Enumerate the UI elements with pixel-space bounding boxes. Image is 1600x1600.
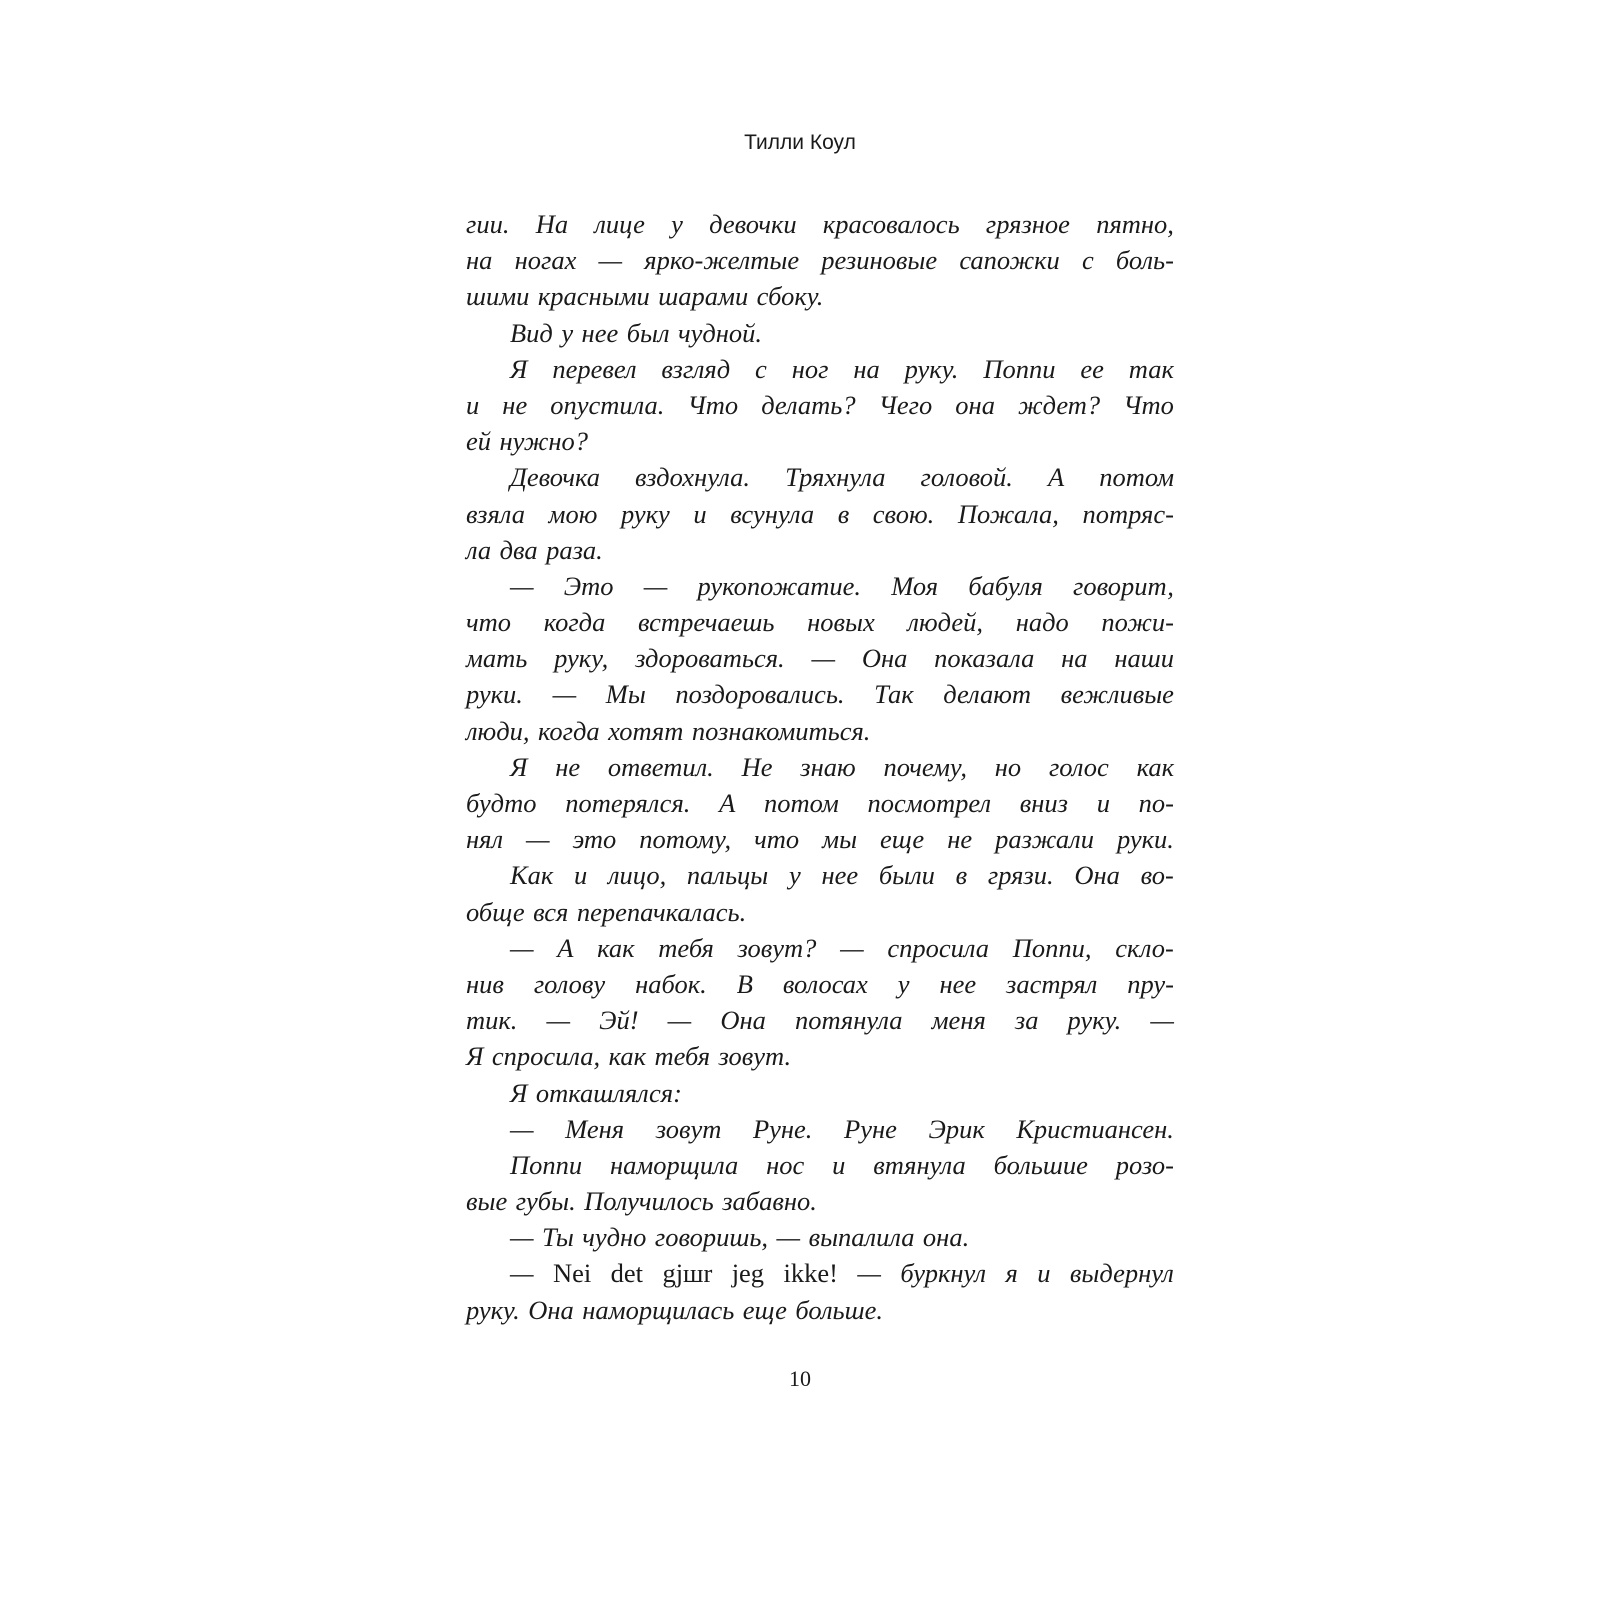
word: скло- (1115, 932, 1174, 963)
text-line (466, 1038, 1174, 1074)
word: потянула (794, 1005, 903, 1036)
word: боль- (1115, 245, 1174, 276)
word: за (1014, 1005, 1039, 1036)
word: когда (543, 607, 606, 638)
word: тебя (654, 1041, 711, 1072)
word: Получилось (584, 1186, 714, 1217)
word: руку, (554, 643, 609, 674)
word: вежливые (1060, 679, 1174, 710)
word: — (667, 1005, 692, 1036)
word: Моя (891, 570, 939, 601)
word: потом (764, 788, 839, 818)
text-line (466, 315, 1174, 351)
word: губы. (515, 1186, 576, 1217)
word: были (878, 860, 935, 891)
word: два (499, 534, 538, 565)
word: Поппи (983, 353, 1056, 384)
text-line (466, 1111, 1174, 1147)
word: пятно, (1096, 209, 1174, 239)
word: вздохнула. (635, 462, 751, 493)
word: Поппи (510, 1149, 583, 1180)
text-line (466, 713, 1174, 749)
word: Так (874, 679, 914, 710)
word: В (736, 968, 753, 999)
text-line (466, 1002, 1174, 1038)
word: зовут (655, 1113, 722, 1144)
running-head-author: Тилли Коул (744, 131, 856, 154)
text-line (466, 242, 1174, 278)
word: опустила. (550, 389, 665, 420)
word: гии. (466, 209, 510, 239)
word: выпалила (808, 1222, 915, 1253)
body-text (466, 206, 1174, 1328)
word: Руне (844, 1113, 897, 1144)
word: в (955, 860, 968, 891)
word: делают (943, 679, 1032, 710)
word: она (955, 389, 995, 420)
word: грязи. (987, 860, 1054, 891)
word: нужно? (499, 426, 589, 457)
word: мы (822, 824, 858, 855)
text-line (466, 1075, 1174, 1111)
word: Ты (542, 1222, 574, 1253)
word: А (719, 788, 736, 818)
word: еще (742, 1294, 787, 1325)
word: Как (510, 860, 554, 891)
word: перепачкалась. (576, 896, 747, 927)
word: но (994, 751, 1022, 782)
word: нее (939, 968, 977, 999)
word: — (811, 643, 836, 674)
word: волосах (782, 968, 868, 999)
word: новых (807, 607, 875, 638)
word: нее (821, 860, 859, 891)
word: разжали (995, 824, 1094, 855)
word: выдернул (1069, 1258, 1174, 1289)
word: шарами (658, 281, 749, 312)
word: красными (537, 281, 650, 312)
word: ног (791, 353, 829, 384)
word: — (510, 1222, 534, 1253)
word: делать? (761, 389, 856, 420)
word: на (853, 353, 880, 384)
word: как (1136, 751, 1174, 782)
word: встречаешь (638, 607, 775, 638)
text-line (466, 423, 1174, 459)
word: больше. (795, 1294, 883, 1325)
text-line (466, 894, 1174, 930)
word: нос (766, 1149, 805, 1180)
word: был (626, 317, 670, 348)
word: лицо, (607, 860, 667, 891)
word: — (510, 1113, 534, 1144)
word: рукопожатие. (697, 570, 861, 601)
word: поздоровались. (675, 679, 845, 710)
word: Руне. (752, 1113, 813, 1144)
word: ждет? (1018, 389, 1101, 420)
word: чудной. (678, 317, 763, 348)
text-line (466, 821, 1174, 857)
word: хотят (608, 715, 684, 746)
word: Она (720, 1005, 766, 1036)
word: А (1047, 462, 1065, 493)
word: — (598, 245, 623, 276)
word: грязное (985, 209, 1070, 239)
word: наморщила (610, 1149, 739, 1180)
word: Nei (552, 1258, 592, 1289)
word: не (947, 824, 973, 855)
word: перевел (552, 353, 637, 384)
word: говорит, (1073, 570, 1174, 601)
text-line (466, 1183, 1174, 1219)
word: красовалось (822, 209, 960, 239)
word: почему, (883, 751, 967, 782)
word: вся (533, 896, 569, 927)
word: Я (510, 353, 528, 384)
word: jeg (731, 1258, 765, 1289)
word: здороваться. (635, 643, 785, 674)
word: Тряхнула (785, 462, 886, 493)
text-line (466, 749, 1174, 785)
word: у (897, 968, 910, 999)
word: у (561, 317, 574, 348)
word: потерялся. (565, 788, 691, 818)
word: и (832, 1149, 846, 1180)
text-line (466, 496, 1174, 532)
word: будто (466, 788, 537, 818)
word: знаю (800, 751, 856, 782)
word: — (857, 1258, 881, 1289)
word: меня (931, 1005, 986, 1036)
word: еще (880, 824, 925, 855)
word: вниз (1019, 788, 1068, 818)
word: — (546, 1005, 571, 1036)
word: так (1128, 353, 1174, 384)
text-line (466, 785, 1174, 821)
word: руку. (466, 1294, 520, 1325)
word: розо- (1115, 1149, 1174, 1180)
word: спросила (887, 932, 990, 963)
word: людей, (907, 607, 984, 638)
word: сапожки (959, 245, 1060, 276)
word: — (510, 570, 534, 601)
word: нее (581, 317, 619, 348)
word: взгляд (661, 353, 731, 384)
word: — (552, 679, 577, 710)
word: вые (466, 1186, 508, 1217)
word: потом (1099, 462, 1174, 493)
word: по- (1138, 788, 1174, 818)
word: ikke! (783, 1258, 838, 1289)
text-line (466, 640, 1174, 676)
word: Она (1074, 860, 1120, 891)
word: говоришь, (654, 1222, 769, 1253)
word: пру- (1127, 968, 1174, 999)
word: это (572, 824, 617, 855)
word: Кристиансен. (1016, 1113, 1174, 1144)
word: Эй! (599, 1005, 639, 1036)
word: мать (466, 643, 528, 674)
word: втянула (873, 1149, 966, 1180)
page-number: 10 (789, 1366, 811, 1391)
word: Это (563, 570, 614, 601)
word: А (557, 932, 574, 963)
word: чудно (582, 1222, 647, 1253)
word: и (573, 860, 588, 891)
word: Я (466, 1041, 484, 1072)
word: — (643, 570, 668, 601)
word: показала (934, 643, 1035, 674)
text-line (466, 1255, 1174, 1291)
word: зовут. (718, 1041, 792, 1072)
word: нив (466, 968, 504, 999)
word: застрял (1006, 968, 1098, 999)
word: девочки (709, 209, 797, 239)
word: всунула (730, 498, 815, 529)
word: потому, (639, 824, 732, 855)
word: Чего (878, 389, 933, 420)
text-line (466, 676, 1174, 712)
word: На (535, 209, 569, 239)
word: во- (1140, 860, 1174, 891)
word: ногах (514, 245, 577, 276)
word: потряс- (1082, 498, 1174, 529)
word: ярко-желтые (644, 245, 800, 276)
word: набок. (635, 968, 707, 999)
text-line (466, 604, 1174, 640)
word: Девочка (510, 462, 600, 493)
word: ей (466, 426, 492, 457)
word: Поппи, (1012, 932, 1092, 963)
word: свою. (872, 498, 935, 529)
word: раза. (546, 534, 603, 565)
word: тик. (466, 1005, 518, 1036)
word: люди, (466, 715, 530, 746)
word: большие (993, 1149, 1088, 1180)
text-line (466, 1219, 1174, 1255)
word: буркнул (900, 1258, 987, 1289)
word: у (788, 860, 801, 891)
word: головой. (920, 462, 1013, 493)
text-line (466, 351, 1174, 387)
text-line (466, 206, 1174, 242)
text-line (466, 1292, 1174, 1328)
word: Пожала, (957, 498, 1059, 529)
word: познакомиться. (691, 715, 871, 746)
word: — (1150, 1005, 1174, 1036)
word: она. (922, 1222, 970, 1253)
word: на (1061, 643, 1088, 674)
text-line (466, 857, 1174, 893)
word: Я (510, 751, 528, 782)
word: шими (466, 281, 530, 312)
word: и (1037, 1258, 1051, 1289)
word: откашлялся: (535, 1077, 682, 1108)
word: что (466, 607, 512, 638)
word: что (754, 824, 800, 855)
word: бабуля (968, 570, 1043, 601)
word: Мы (605, 679, 646, 710)
word: тебя (658, 932, 714, 963)
word: резиновые (821, 245, 938, 276)
word: — (840, 932, 864, 963)
word: — (510, 1258, 534, 1289)
word: спросила, (491, 1041, 601, 1072)
word: как (608, 1041, 647, 1072)
word: и (1096, 788, 1110, 818)
word: забавно. (722, 1186, 817, 1217)
word: сбоку. (756, 281, 824, 312)
word: — (510, 932, 534, 963)
text-line (466, 459, 1174, 495)
word: Я (510, 1077, 528, 1108)
word: ла (466, 534, 492, 565)
word: пальцы (686, 860, 769, 891)
word: руку. (904, 353, 959, 384)
word: наморщилась (582, 1294, 735, 1325)
text-line (466, 278, 1174, 314)
word: с (1081, 245, 1094, 276)
text-line (466, 1147, 1174, 1183)
text-line (466, 532, 1174, 568)
word: я (1005, 1258, 1018, 1289)
word: пожи- (1101, 607, 1174, 638)
text-line (466, 930, 1174, 966)
word: руки. (1116, 824, 1174, 855)
word: Она (528, 1294, 574, 1325)
word: — (776, 1222, 801, 1253)
word: нял (466, 824, 504, 855)
word: Не (741, 751, 773, 782)
text-line (466, 966, 1174, 1002)
word: наши (1114, 643, 1174, 674)
word: Что (687, 389, 739, 420)
word: посмотрел (867, 788, 991, 818)
word: Эрик (928, 1113, 985, 1144)
word: мою (548, 498, 598, 529)
word: руки. (466, 679, 523, 710)
word: Вид (510, 317, 553, 348)
word: когда (538, 715, 600, 746)
word: Что (1123, 389, 1174, 420)
word: обще (466, 896, 525, 927)
word: det (610, 1258, 644, 1289)
word: ответил. (607, 751, 714, 782)
word: у (671, 209, 683, 239)
word: лице (594, 209, 645, 239)
word: взяла (466, 498, 525, 529)
word: голос (1048, 751, 1109, 782)
word: голову (533, 968, 606, 999)
word: руку (621, 498, 670, 529)
word: Она (861, 643, 908, 674)
word: Меня (565, 1113, 625, 1144)
text-line (466, 387, 1174, 423)
word: зовут? (737, 932, 817, 963)
word: gjшr (662, 1258, 713, 1289)
word: как (597, 932, 635, 963)
word: с (755, 353, 767, 384)
word: в (837, 498, 850, 529)
word: надо (1015, 607, 1069, 638)
word: и (466, 389, 480, 420)
word: руку. (1067, 1005, 1122, 1036)
word: и (693, 498, 707, 529)
word: — (526, 824, 550, 855)
word: не (555, 751, 581, 782)
word: не (502, 389, 528, 420)
word: ее (1080, 353, 1104, 384)
text-line (466, 568, 1174, 604)
word: на (466, 245, 493, 276)
